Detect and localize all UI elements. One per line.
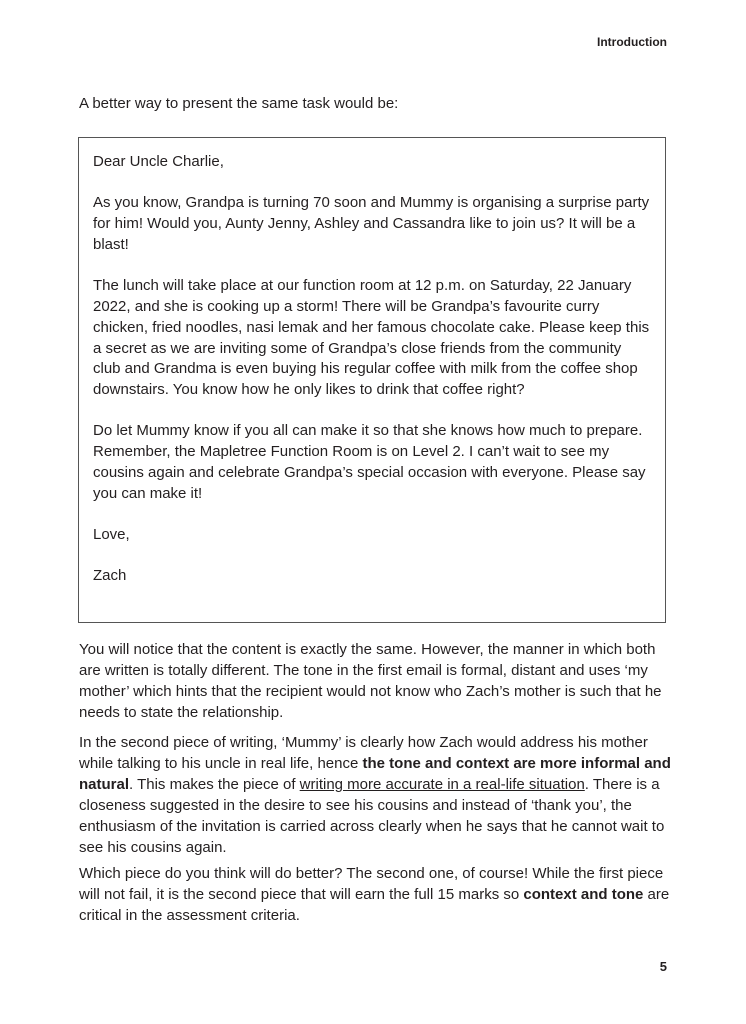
- body-paragraph-3: [79, 863, 671, 926]
- running-header: Introduction: [597, 35, 667, 49]
- letter-box: [78, 137, 666, 623]
- body-paragraph-2-text-a: In the second piece of writing, ‘Mummy’ is clearly how Zach would address his mother while talking to his uncle in real life, hence: [79, 734, 648, 772]
- letter-paragraph-2: The lunch will take place at our function room at 12 p.m. on Saturday, 22 January 2022, and she is cooking up a storm! There will be Grandpa’s favourite curry chicken, fried noodles, nasi lemak and her famous chocolate cake. Please keep this a secret as we are inviting some of Grandpa’s close friends from the community club and Grandma is even buying his regular coffee with milk from the coffee shop downstairs. You know how he only likes to drink that coffee right?: [93, 277, 650, 399]
- page-number: 5: [659, 959, 667, 974]
- letter-signature: Zach: [93, 567, 127, 585]
- letter-paragraph-3: Do let Mummy know if you all can make it so that she knows how much to prepare. Remember, the Mapletree Function Room is on Level 2. I can’t wait to see my cousins again and celebrate Grandpa’s special occasion with everyone. Please say you can make it!: [93, 422, 646, 502]
- letter-closing: Love,: [93, 526, 130, 544]
- body-paragraph-3-text-c: are critical in the assessment criteria.: [79, 886, 670, 924]
- body-paragraph-1: You will notice that the content is exactly the same. However, the manner in which both are written is totally different. The tone in the first email is formal, distant and uses ‘my mother’ which hints that the recipient would not know who Zach’s mother is such that he needs to state the relationship.: [79, 641, 662, 721]
- body-paragraph-2-text-e: . There is a closeness suggested in the desire to see his cousins and instead of ‘thank you’, the enthusiasm of the invitation is carried across clearly when he says that he cannot wait to see his cousins again.: [79, 776, 665, 856]
- emphasis-tone-context: the tone and context are more informal and natural: [79, 755, 671, 793]
- letter-paragraph-1: As you know, Grandpa is turning 70 soon and Mummy is organising a surprise party for him! Would you, Aunty Jenny, Ashley and Cassandra like to join us? It will be a blast!: [93, 194, 650, 253]
- letter-greeting: Dear Uncle Charlie,: [93, 153, 224, 170]
- body-paragraph-3-text-a: Which piece do you think will do better? The second one, of course! While the first piece will not fail, it is the second piece that will earn the full 15 marks so: [79, 865, 664, 903]
- body-paragraph-2: [79, 732, 671, 858]
- underlined-phrase: writing more accurate in a real-life situation: [299, 776, 585, 793]
- emphasis-context-tone: context and tone: [523, 886, 644, 903]
- intro-sentence: A better way to present the same task would be:: [79, 95, 399, 112]
- body-paragraph-2-text-c: . This makes the piece of: [129, 776, 300, 793]
